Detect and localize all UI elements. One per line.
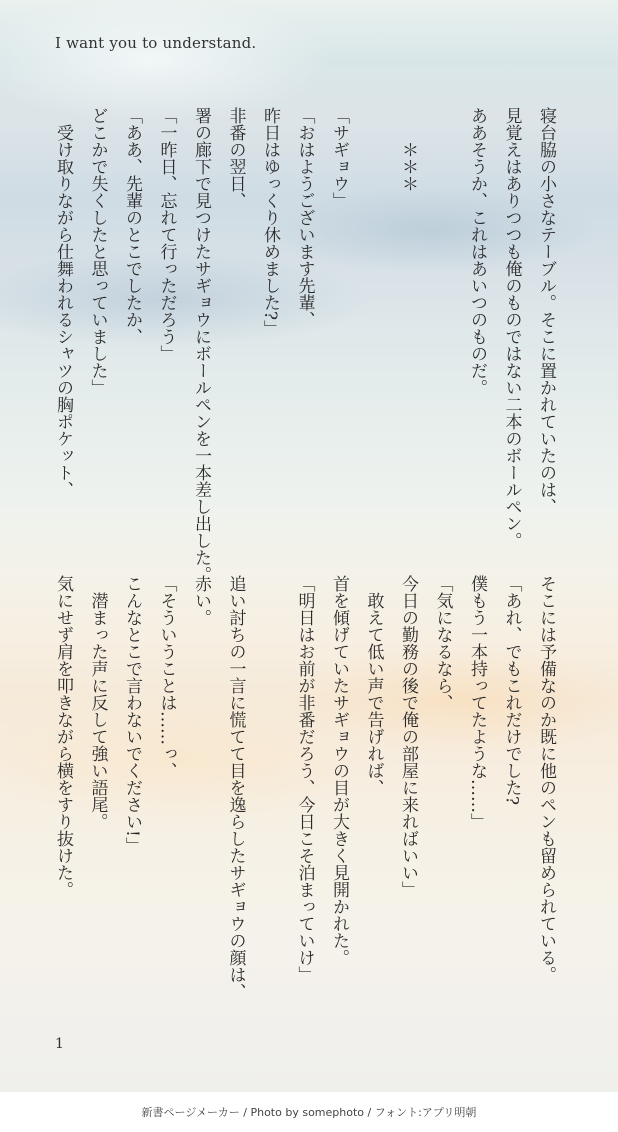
text-column-top: 寝台脇の小さなテーブル。そこに置かれていたのは、見覚えはありつつも俺のものではない二本のボールペン。ああそうか、これはあいつのものだ。 ＊＊＊ 「サギョウ」 「おはようございます先輩、昨日はゆっくり休めました?」 非番の翌日、署の廊下で見つけたサギョウにボールペンを一本差し出した。 「一昨日、忘れて行っただろう」 「ああ、先輩のとこでしたか、どこかで失くしたと思っていました」 受け取りながら仕舞われるシャツの胸ポケット、 xyxy=(53,107,556,583)
page-number: 1 xyxy=(55,1036,64,1052)
footer-credits: 新書ページメーカー / Photo by somephoto / フォント:アプリ明朝 xyxy=(141,1106,477,1119)
text-column-bottom: そこには予備なのか既に他のペンも留められている。 「あれ、でもこれだけでした? 僕もう一本持ってたような……」 「気になるなら、今日の勤務の後で俺の部屋に来ればいい」 敢えて低い声で告げれば、首を傾げていたサギョウの目が大きく見開かれた。 「明日はお前が非番だろう、今日こそ泊まっていけ」 追い討ちの一言に慌てて目を逸らしたサギョウの顔は、赤い。 「そういうことは……っ、こんなとこで言わないでください!」 潜まった声に反して強い語尾。気にせず肩を叩きながら横をすり抜けた。 xyxy=(53,575,556,1000)
page-title: I want you to understand. xyxy=(55,34,257,52)
